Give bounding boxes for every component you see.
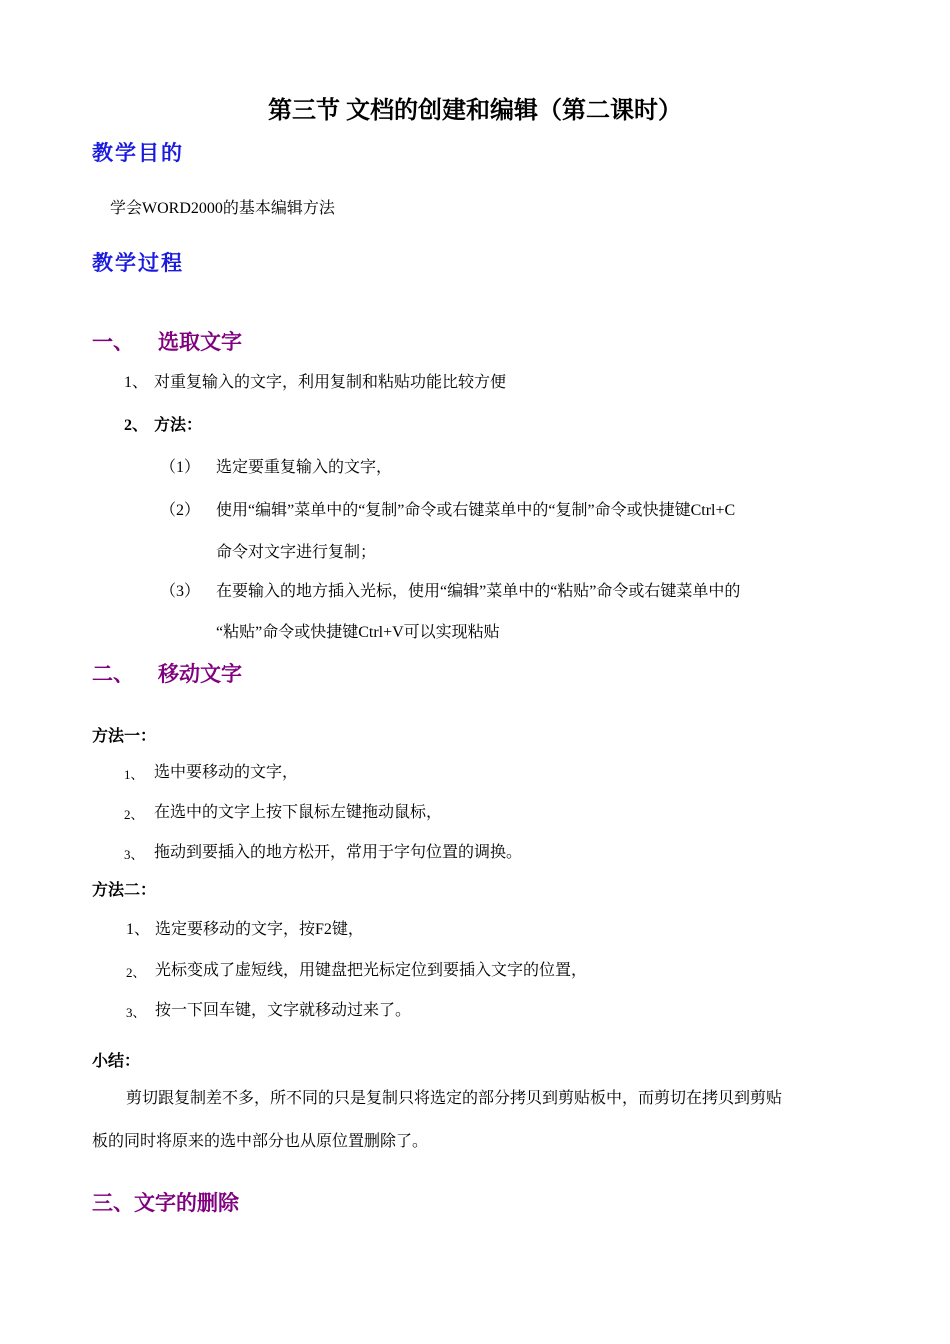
summary-text-continued: 板的同时将原来的选中部分也从原位置删除了。 — [92, 1133, 429, 1150]
list-item-number: 3、 — [124, 847, 144, 862]
sub-item-text-continued: 命令对文字进行复制； — [216, 544, 377, 561]
section3-title: 三、文字的删除 — [92, 1191, 239, 1215]
section2-title: 移动文字 — [158, 662, 242, 686]
summary-label: 小结： — [92, 1053, 141, 1070]
section2-number: 二、 — [92, 662, 134, 686]
section1-item1-number: 1、 — [124, 374, 149, 391]
objective-text: 学会WORD2000的基本编辑方法 — [110, 200, 335, 217]
list-item: 按一下回车键，文字就移动过来了。 — [155, 1002, 412, 1019]
objective-heading: 教学目的 — [92, 141, 184, 165]
method2-label: 方法二： — [92, 882, 157, 899]
process-heading: 教学过程 — [92, 251, 184, 275]
summary-text: 剪切跟复制差不多，所不同的只是复制只将选定的部分拷贝到剪贴板中，而剪切在拷贝到剪贴 — [126, 1090, 783, 1107]
list-item-number: 2、 — [124, 807, 144, 822]
list-item-number: 2、 — [126, 965, 146, 980]
section1-item1-text: 对重复输入的文字，利用复制和粘贴功能比较方便 — [154, 374, 507, 391]
page-title: 第三节 文档的创建和编辑（第二课时） — [268, 98, 682, 124]
method1-label: 方法一： — [92, 728, 157, 745]
section1-item2-number: 2、 — [124, 417, 149, 434]
sub-item-number: （2） — [160, 502, 201, 519]
sub-item-text: 选定要重复输入的文字， — [216, 459, 393, 476]
sub-item-text: 使用“编辑”菜单中的“复制”命令或右键菜单中的“复制”命令或快捷键Ctrl+C — [216, 502, 736, 519]
sub-item-number: （1） — [160, 459, 201, 476]
sub-item-text-continued: “粘贴”命令或快捷键Ctrl+V可以实现粘贴 — [216, 624, 500, 641]
section1-number: 一、 — [92, 330, 134, 354]
list-item: 光标变成了虚短线，用键盘把光标定位到要插入文字的位置， — [155, 962, 588, 979]
list-item: 选定要移动的文字，按F2键， — [155, 921, 364, 938]
list-item-number: 1、 — [126, 921, 151, 938]
list-item: 选中要移动的文字， — [154, 764, 299, 781]
list-item-number: 3、 — [126, 1005, 146, 1020]
section1-title: 选取文字 — [158, 330, 242, 354]
sub-item-text: 在要输入的地方插入光标，使用“编辑”菜单中的“粘贴”命令或右键菜单中的 — [216, 583, 741, 600]
list-item-number: 1、 — [124, 767, 144, 782]
list-item: 拖动到要插入的地方松开，常用于字句位置的调换。 — [154, 844, 523, 861]
sub-item-number: （3） — [160, 583, 201, 600]
section1-item2-text: 方法： — [154, 417, 203, 434]
list-item: 在选中的文字上按下鼠标左键拖动鼠标， — [154, 804, 443, 821]
